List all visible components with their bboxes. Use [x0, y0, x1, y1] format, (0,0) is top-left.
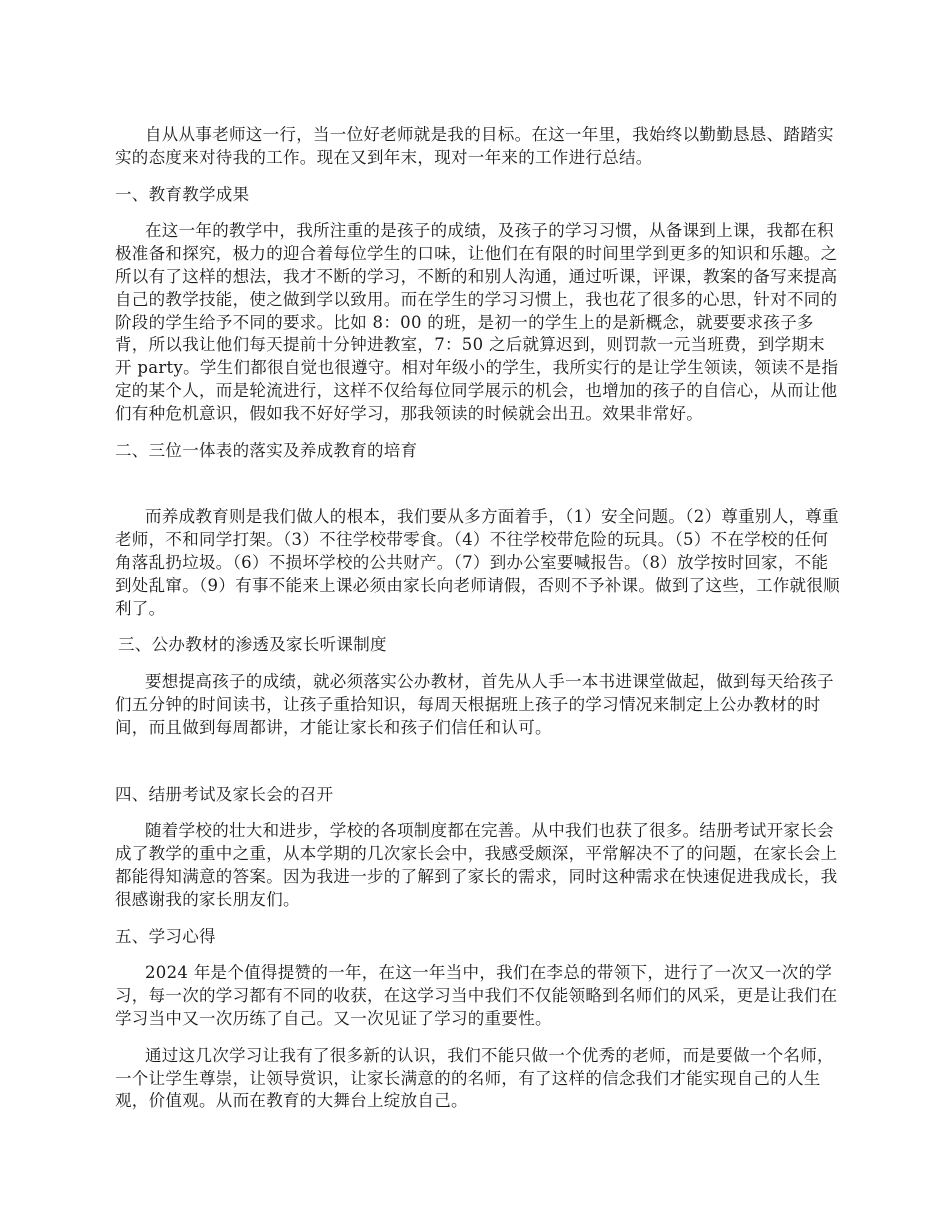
- section-3-paragraph: 要想提高孩子的成绩，就必须落实公办教材，首先从人手一本书进课堂做起，做到每天给孩子们五分钟的时间读书，让孩子重拾知识，每周天根据班上孩子的学习情况来制定上公办教材的时间，而且做到每周都讲，才能让家长和孩子们信任和认可。: [115, 672, 834, 737]
- blank-space: [115, 754, 840, 784]
- section-5-paragraph-1: 2024 年是个值得提赞的一年，在这一年当中，我们在李总的带领下，进行了一次又一次的学习，每一次的学习都有不同的收获，在这学习当中我们不仅能领略到名师们的风采，更是让我们在学习当中又一次历练了自己。又一次见证了学习的重要性。: [115, 963, 838, 1028]
- section-2-heading: 二、三位一体表的落实及养成教育的培育: [115, 440, 418, 460]
- section-4-paragraph: 随着学校的壮大和进步，学校的各项制度都在完善。从中我们也获了很多。结册考试开家长会成了教学的重中之重，从本学期的几次家长会中，我感受颇深，平常解决不了的问题，在家长会上都能得知满意的答案。因为我进一步的了解到了家长的需求，同时这种需求在快速促进我成长，我很感谢我的家长朋友们。: [115, 821, 838, 909]
- document-body: [115, 124, 840, 1127]
- section-5-paragraph-2: 通过这几次学习让我有了很多新的认识，我们不能只做一个优秀的老师，而是要做一个名师，一个让学生尊崇，让领导赏识，让家长满意的的名师，有了这样的信念我们才能实现自己的人生观，价值观。从而在教育的大舞台上绽放自己。: [115, 1045, 834, 1111]
- section-1-paragraph: 在这一年的教学中，我所注重的是孩子的成绩，及孩子的学习习惯，从备课到上课，我都在积极准备和探究，极力的迎合着每位学生的口味，让他们在有限的时间里学到更多的知识和乐趣。之所以有了这样的想法，我才不断的学习，不断的和别人沟通，通过听课，评课，教案的备写来提高自己的教学技能，使之做到学以致用。而在学生的学习习惯上，我也花了很多的心思，针对不同的阶段的学生给予不同的要求。比如 8：00 的班，是初一的学生上的是新概念，就要要求孩子多背，所以我让他们每天提前十分钟进教室，7：50 之后就算迟到，则罚款一元当班费，到学期末开 party。学生们都很自觉也很遵守。相对年级小的学生，我所实行的是让学生领读，领读不是指定的某个人，而是轮流进行，这样不仅给每位同学展示的机会，也增加的孩子的自信心，从而让他们有种危机意识，假如我不好好学习，那我领读的时候就会出丑。效果非常好。: [115, 221, 839, 423]
- section-5-heading: 五、学习心得: [115, 926, 216, 946]
- intro-paragraph: 自从从事老师这一行，当一位好老师就是我的目标。在这一年里，我始终以勤勤恳恳、踏踏实实的态度来对待我的工作。现在又到年末，现对一年来的工作进行总结。: [115, 125, 834, 167]
- section-1-heading: 一、教育教学成果: [115, 184, 250, 204]
- blank-space: [115, 476, 840, 506]
- section-2-paragraph: 而养成教育则是我们做人的根本，我们要从多方面着手，（1）安全问题。（2）尊重别人，尊重老师，不和同学打架。（3）不往学校带零食。（4）不往学校带危险的玩具。（5）不在学校的任何角落乱扔垃圾。（6）不损坏学校的公共财产。（7）到办公室要喊报告。（8）放学按时回家，不能到处乱窜。（9）有事不能来上课必须由家长向老师请假，否则不予补课。做到了这些，工作就很顺利了。: [115, 507, 840, 618]
- section-4-heading: 四、结册考试及家长会的召开: [115, 784, 334, 804]
- section-3-heading: 三、公办教材的渗透及家长听课制度: [118, 635, 387, 655]
